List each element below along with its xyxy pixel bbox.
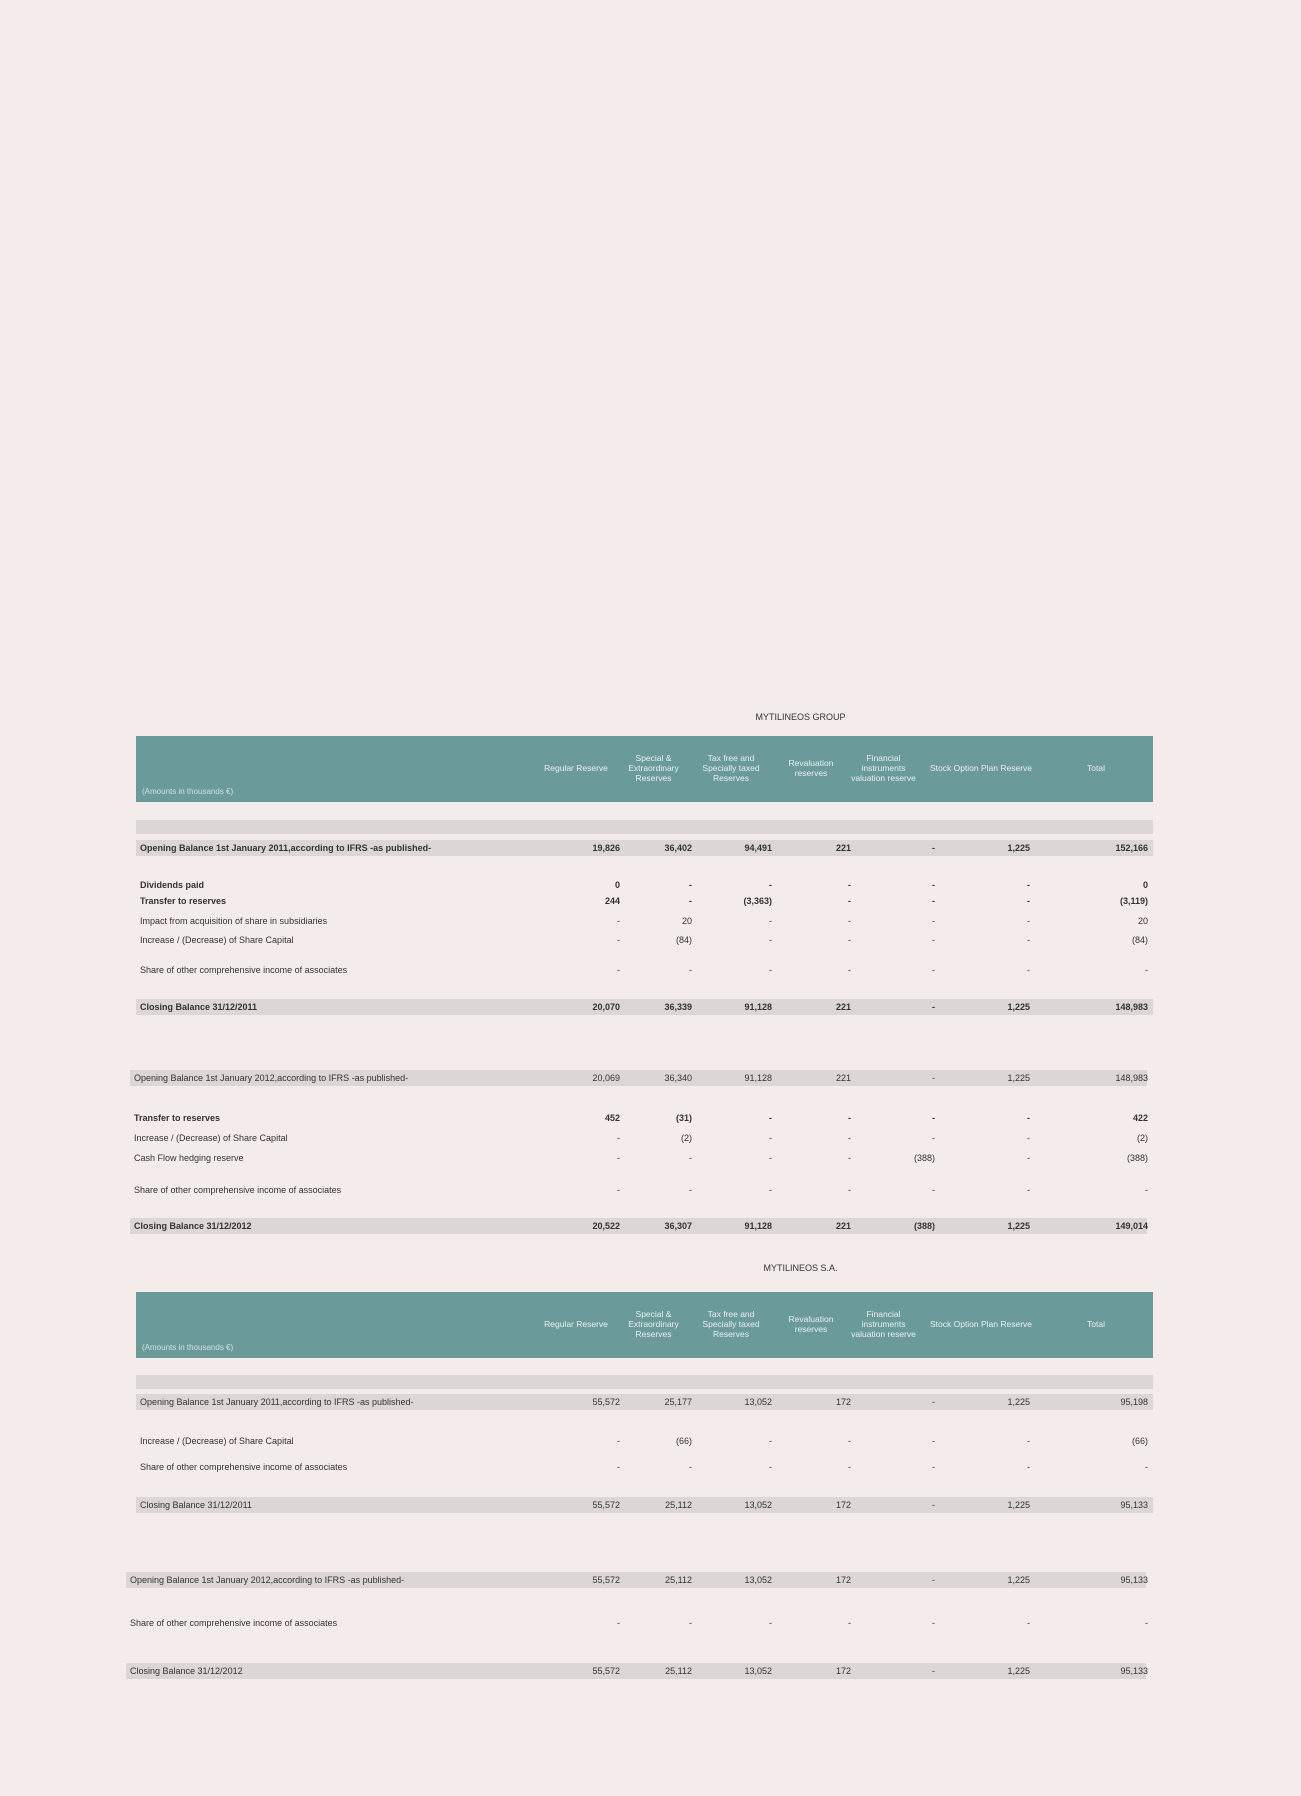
row-value: 36,307 [664, 1221, 692, 1231]
row-value: 94,491 [744, 843, 772, 853]
row-value: 91,128 [744, 1221, 772, 1231]
row-value: - [932, 1397, 935, 1407]
row-value: (66) [675, 1436, 692, 1446]
row-value: - [1145, 1462, 1148, 1472]
row-value: 13,052 [744, 1500, 772, 1510]
company-title: MYTILINEOS S.A. [763, 1263, 838, 1273]
row-label: Share of other comprehensive income of associates [140, 1462, 348, 1472]
col-revaluation: Revaluation reserves [788, 1314, 834, 1334]
row-value: - [689, 1462, 692, 1472]
row-value: - [848, 965, 851, 975]
row-value: 13,052 [744, 1397, 772, 1407]
row-value: 55,572 [592, 1575, 620, 1585]
row-value: 25,112 [665, 1666, 692, 1676]
row-value: - [932, 896, 935, 906]
table-row [130, 1110, 1147, 1126]
table-row [136, 877, 1153, 893]
row-value: - [689, 896, 692, 906]
row-value: - [617, 1133, 620, 1143]
col-taxfree-reserves: Tax free and Specially taxed Reserves [702, 1309, 760, 1339]
row-label: Closing Balance 31/12/2011 [140, 1500, 252, 1510]
row-value: - [1027, 1153, 1030, 1163]
row-value: 221 [835, 843, 851, 853]
row-value: - [769, 1618, 772, 1628]
row-value: - [848, 1153, 851, 1163]
row-value: 1,225 [1007, 1575, 1030, 1585]
row-value: - [617, 1618, 620, 1628]
row-value: 1,225 [1007, 1073, 1030, 1083]
row-value: - [932, 1500, 935, 1510]
row-value: 25,112 [665, 1500, 692, 1510]
row-value: (388) [913, 1153, 935, 1163]
row-label: Increase / (Decrease) of Share Capital [140, 935, 294, 945]
row-value: - [932, 1436, 935, 1446]
row-label: Share of other comprehensive income of associates [130, 1618, 338, 1628]
row-value: 221 [835, 1073, 851, 1083]
row-value: - [932, 880, 935, 890]
row-value: 55,572 [592, 1397, 620, 1407]
table-row [130, 1218, 1147, 1234]
row-value: 25,112 [665, 1575, 692, 1585]
row-label: Closing Balance 31/12/2012 [134, 1221, 252, 1231]
row-value: - [848, 1462, 851, 1472]
row-value: - [1027, 1462, 1030, 1472]
row-value: 1,225 [1007, 1397, 1030, 1407]
row-label: Share of other comprehensive income of associates [140, 965, 348, 975]
row-label: Dividends paid [140, 880, 205, 890]
row-value: 152,166 [1115, 843, 1148, 853]
row-value: 95,133 [1120, 1500, 1148, 1510]
table-row [130, 1150, 1147, 1166]
row-value: 55,572 [592, 1500, 620, 1510]
row-value: 1,225 [1007, 1666, 1030, 1676]
row-value: 25,177 [664, 1397, 692, 1407]
col-regular-reserve: Regular Reserve [544, 763, 608, 774]
row-value: - [1027, 935, 1030, 945]
row-value: - [932, 965, 935, 975]
row-value: 1,225 [1007, 843, 1030, 853]
row-value: 1,225 [1007, 1221, 1030, 1231]
row-value: - [1027, 1133, 1030, 1143]
table-row [136, 913, 1153, 929]
row-value: 91,128 [744, 1002, 772, 1012]
row-value: 172 [835, 1500, 851, 1510]
row-value: 221 [835, 1221, 851, 1231]
row-value: 20 [1137, 916, 1148, 926]
row-label: Closing Balance 31/12/2011 [140, 1002, 258, 1012]
row-value: - [689, 1185, 692, 1195]
row-value: - [689, 1618, 692, 1628]
row-value: 20 [681, 916, 692, 926]
amounts-label: (Amounts in thousands €) [142, 786, 234, 796]
table-row [130, 1130, 1147, 1146]
row-value: (66) [1131, 1436, 1148, 1446]
table-row [136, 840, 1153, 856]
row-value: 95,198 [1120, 1397, 1148, 1407]
row-value: 95,133 [1120, 1575, 1148, 1585]
row-value: - [932, 1618, 935, 1628]
table-row [136, 1459, 1153, 1475]
row-value: (2) [1137, 1133, 1148, 1143]
row-value: - [932, 1462, 935, 1472]
row-value: 19,826 [592, 843, 620, 853]
row-value: - [932, 1002, 935, 1012]
group-spacer-band [136, 820, 1153, 834]
row-value: - [769, 1113, 772, 1123]
row-value: - [1027, 916, 1030, 926]
row-value: - [932, 1575, 935, 1585]
row-value: - [848, 916, 851, 926]
row-label: Cash Flow hedging reserve [134, 1153, 244, 1163]
row-value: - [932, 1073, 935, 1083]
row-value: - [617, 1153, 620, 1163]
row-value: - [1027, 1113, 1030, 1123]
row-value: (2) [681, 1133, 692, 1143]
row-value: - [769, 965, 772, 975]
row-value: - [689, 1153, 692, 1163]
row-value: 244 [604, 896, 620, 906]
row-value: (388) [1126, 1153, 1148, 1163]
col-total: Total [1087, 763, 1105, 774]
col-regular-reserve: Regular Reserve [544, 1319, 608, 1330]
row-value: 20,070 [592, 1002, 620, 1012]
row-value: 148,983 [1115, 1073, 1148, 1083]
row-value: 221 [835, 1002, 851, 1012]
row-label: Share of other comprehensive income of associates [134, 1185, 342, 1195]
table-row [136, 1497, 1153, 1513]
row-value: - [769, 1133, 772, 1143]
row-value: 20,069 [592, 1073, 620, 1083]
row-value: - [1027, 1436, 1030, 1446]
row-value: 172 [835, 1397, 851, 1407]
row-value: - [689, 965, 692, 975]
row-value: 55,572 [592, 1666, 620, 1676]
row-label: Opening Balance 1st January 2011,according to IFRS -as published- [140, 843, 432, 853]
row-value: - [1027, 1618, 1030, 1628]
row-value: 422 [1132, 1113, 1148, 1123]
table-row [136, 932, 1153, 948]
row-value: - [769, 1436, 772, 1446]
row-value: - [617, 1185, 620, 1195]
col-financial-instruments: Financial instruments valuation reserve [851, 1309, 916, 1339]
row-value: (31) [675, 1113, 692, 1123]
row-label: Closing Balance 31/12/2012 [130, 1666, 243, 1676]
row-label: Transfer to reserves [140, 896, 227, 906]
row-value: - [617, 935, 620, 945]
row-value: (84) [1131, 935, 1148, 945]
row-label: Increase / (Decrease) of Share Capital [134, 1133, 288, 1143]
company-header [136, 1292, 1153, 1358]
row-value: (84) [675, 935, 692, 945]
table-row [126, 1572, 1146, 1588]
row-label: Opening Balance 1st January 2012,according to IFRS -as published- [130, 1575, 405, 1585]
row-value: - [932, 1185, 935, 1195]
row-value: 91,128 [744, 1073, 772, 1083]
row-value: - [1027, 965, 1030, 975]
row-value: 172 [835, 1575, 851, 1585]
table-row [130, 1070, 1147, 1086]
col-special-reserves: Special & Extraordinary Reserves [628, 753, 679, 783]
row-value: 13,052 [744, 1575, 772, 1585]
table-row [126, 1615, 1146, 1631]
row-label: Opening Balance 1st January 2012,according to IFRS -as published- [134, 1073, 409, 1083]
row-value: 95,133 [1120, 1666, 1148, 1676]
row-value: - [848, 880, 851, 890]
row-value: - [769, 916, 772, 926]
row-value: - [1145, 1185, 1148, 1195]
row-value: 149,014 [1115, 1221, 1148, 1231]
table-row [136, 962, 1153, 978]
row-value: - [848, 1618, 851, 1628]
row-value: 0 [1142, 880, 1148, 890]
row-value: - [932, 1133, 935, 1143]
row-value: - [932, 1113, 935, 1123]
row-value: 36,339 [664, 1002, 692, 1012]
row-label: Increase / (Decrease) of Share Capital [140, 1436, 294, 1446]
row-value: - [848, 896, 851, 906]
row-value: 36,340 [664, 1073, 692, 1083]
row-value: - [1145, 1618, 1148, 1628]
row-value: (3,119) [1119, 896, 1148, 906]
row-value: 13,052 [744, 1666, 772, 1676]
row-label: Opening Balance 1st January 2011,according to IFRS -as published- [140, 1397, 414, 1407]
table-row [136, 999, 1153, 1015]
col-stock-option: Stock Option Plan Reserve [929, 1319, 1033, 1330]
row-value: - [848, 935, 851, 945]
row-value: - [848, 1133, 851, 1143]
row-value: - [932, 843, 935, 853]
col-financial-instruments: Financial instruments valuation reserve [851, 753, 916, 783]
row-value: - [932, 1666, 935, 1676]
row-value: - [848, 1113, 851, 1123]
row-value: - [617, 965, 620, 975]
table-row [136, 1394, 1153, 1410]
row-value: - [617, 916, 620, 926]
group-header [136, 736, 1153, 802]
row-value: - [769, 1153, 772, 1163]
row-value: - [617, 1462, 620, 1472]
row-value: - [848, 1185, 851, 1195]
row-value: - [769, 1462, 772, 1472]
col-special-reserves: Special & Extraordinary Reserves [628, 1309, 679, 1339]
table-row [126, 1663, 1146, 1679]
row-value: - [1145, 965, 1148, 975]
row-value: 1,225 [1007, 1002, 1030, 1012]
col-revaluation: Revaluation reserves [788, 758, 834, 778]
row-value: 0 [614, 880, 620, 890]
row-value: 148,983 [1115, 1002, 1148, 1012]
row-value: 172 [835, 1666, 851, 1676]
amounts-label: (Amounts in thousands €) [142, 1342, 234, 1352]
row-value: - [769, 935, 772, 945]
row-value: - [769, 1185, 772, 1195]
row-value: - [1027, 880, 1030, 890]
row-value: - [848, 1436, 851, 1446]
row-value: - [1027, 896, 1030, 906]
group-title: MYTILINEOS GROUP [755, 712, 846, 722]
table-row [130, 1182, 1147, 1198]
col-total: Total [1087, 1319, 1105, 1330]
row-value: - [769, 880, 772, 890]
row-value: 1,225 [1007, 1500, 1030, 1510]
company-spacer-band [136, 1375, 1153, 1389]
row-value: 20,522 [592, 1221, 620, 1231]
row-value: - [617, 1436, 620, 1446]
col-taxfree-reserves: Tax free and Specially taxed Reserves [702, 753, 760, 783]
row-value: (388) [913, 1221, 935, 1231]
row-label: Impact from acquisition of share in subsidiaries [140, 916, 328, 926]
row-value: - [932, 935, 935, 945]
row-value: 36,402 [664, 843, 692, 853]
row-label: Transfer to reserves [134, 1113, 221, 1123]
col-stock-option: Stock Option Plan Reserve [929, 763, 1033, 774]
row-value: - [689, 880, 692, 890]
row-value: - [1027, 1185, 1030, 1195]
row-value: 452 [604, 1113, 620, 1123]
row-value: - [932, 916, 935, 926]
row-value: (3,363) [743, 896, 772, 906]
table-row [136, 1433, 1153, 1449]
table-row [136, 893, 1153, 909]
